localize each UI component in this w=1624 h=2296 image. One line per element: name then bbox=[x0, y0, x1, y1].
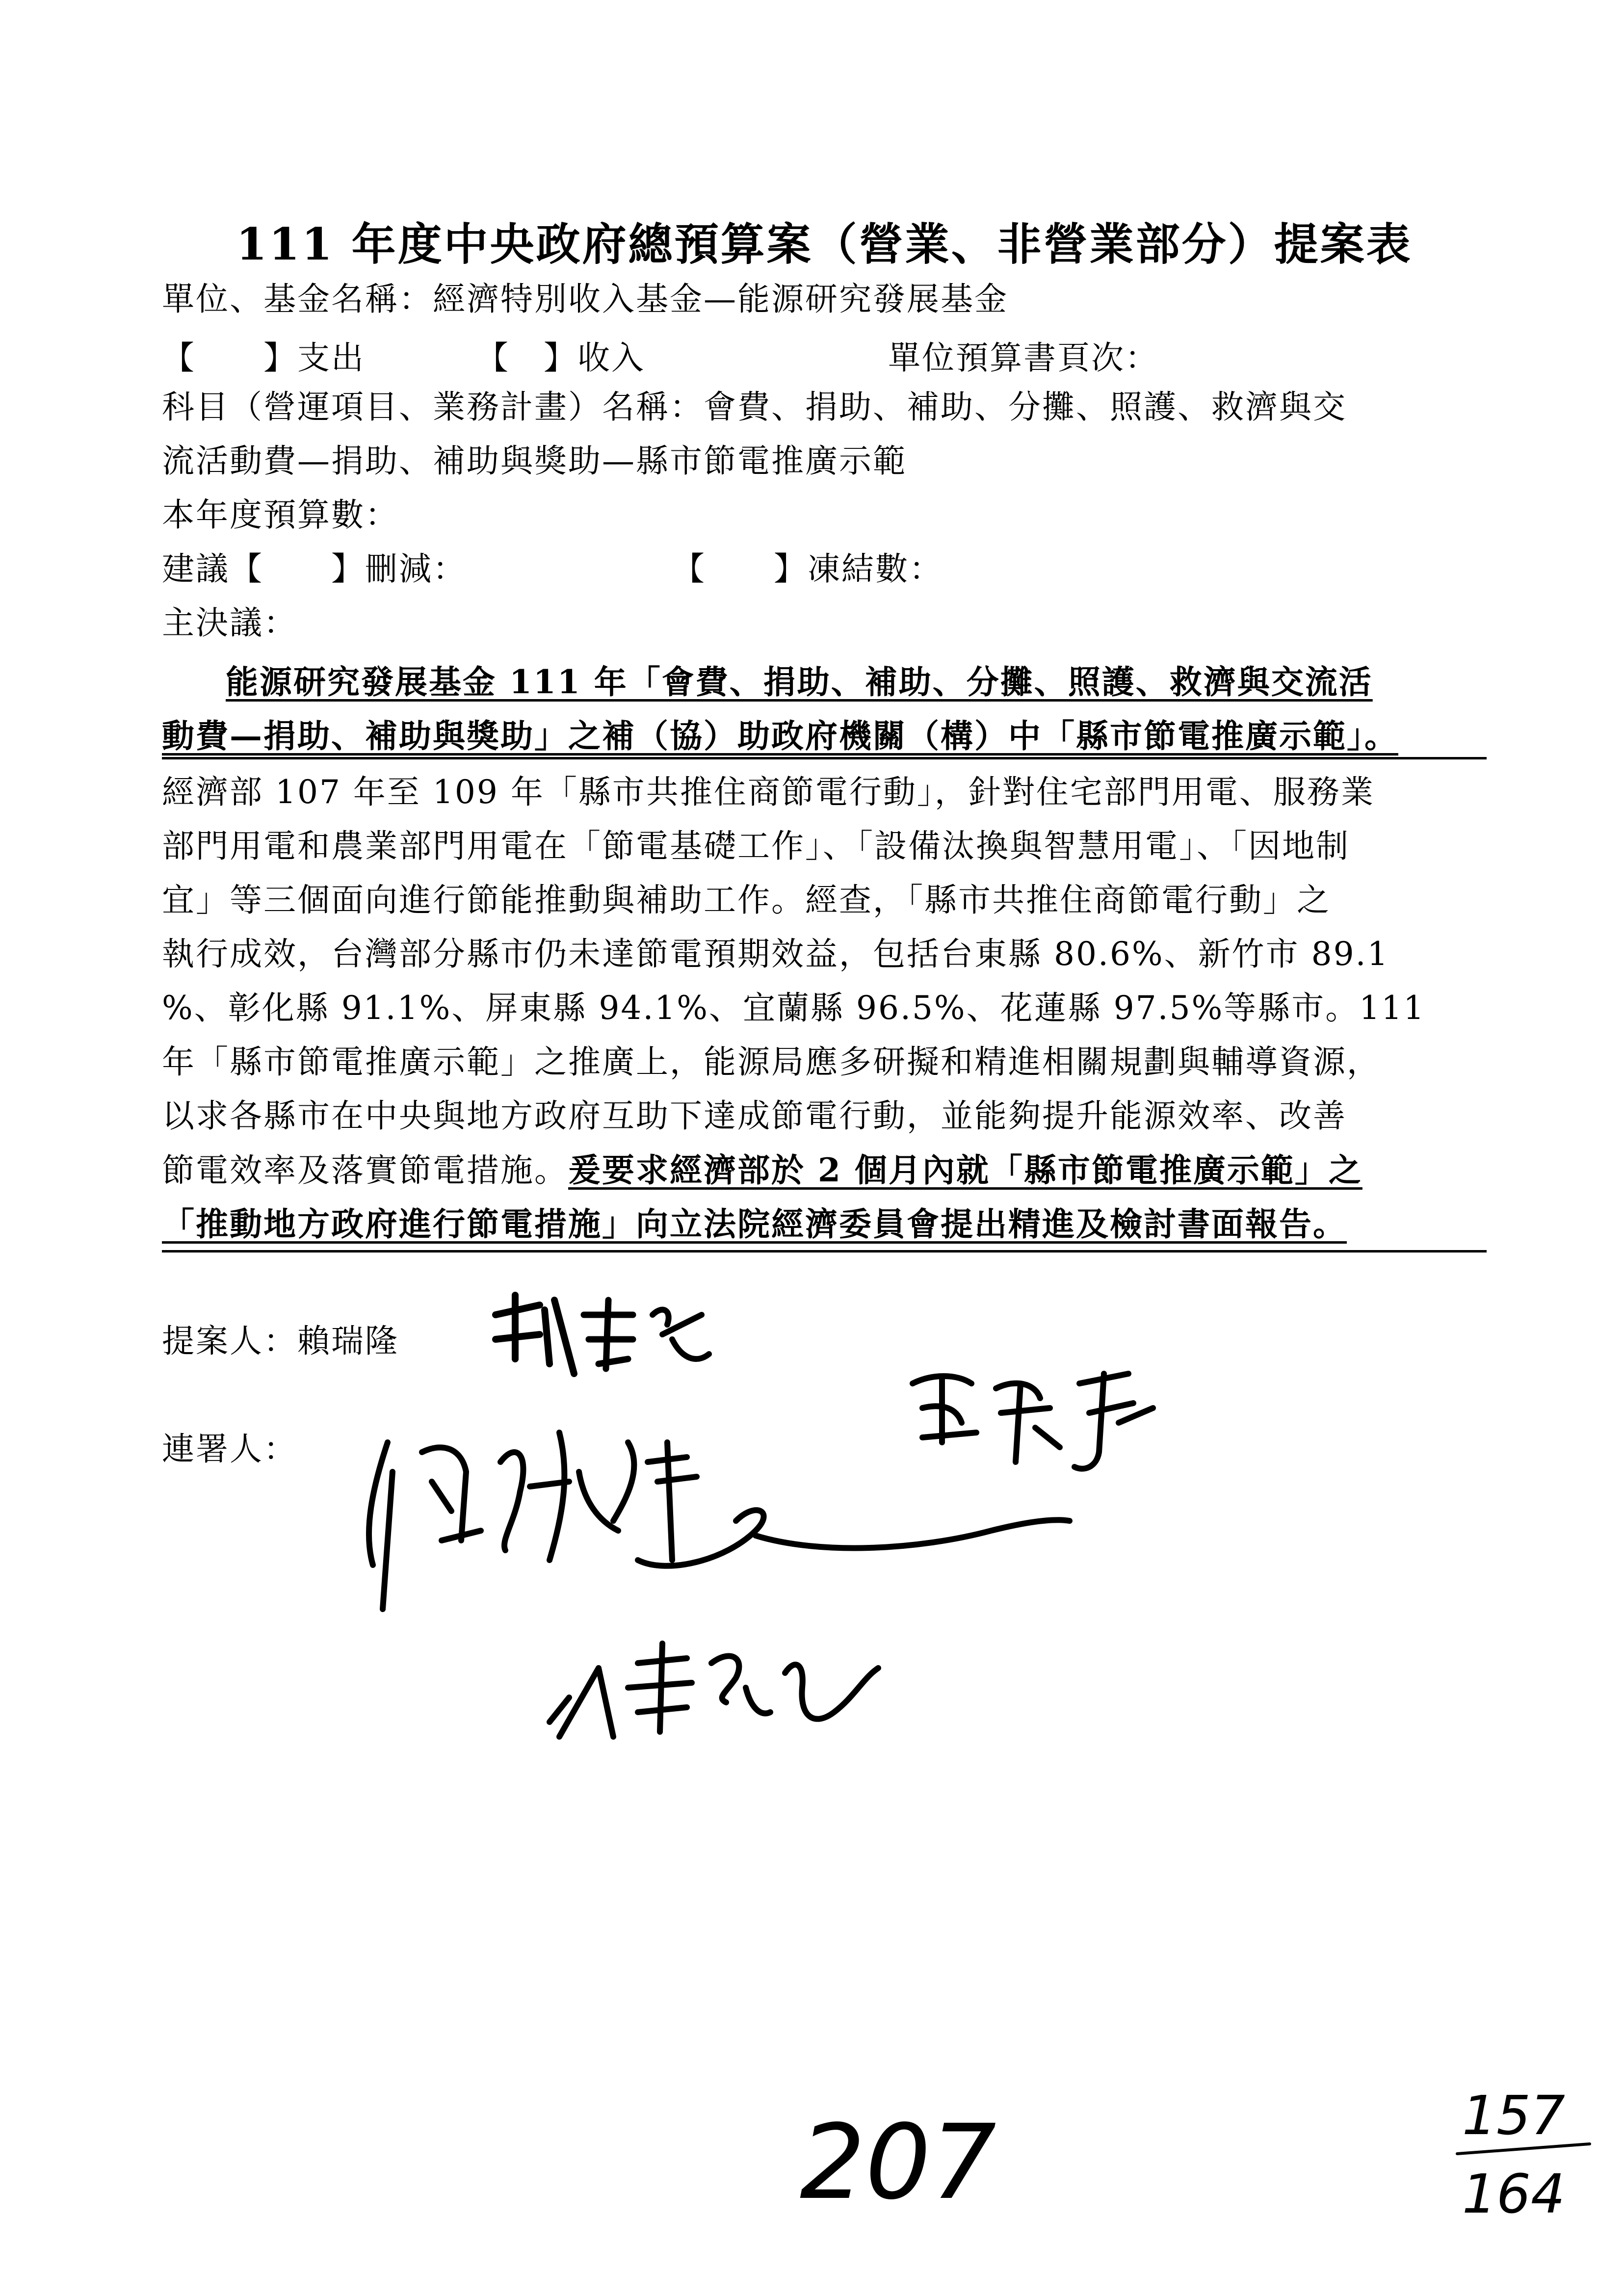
body-line-7: 以求各縣市在中央與地方政府互助下達成節電行動，並能夠提升能源效率、改善 bbox=[162, 1097, 1347, 1135]
form-title: 111 年度中央政府總預算案（營業、非營業部分）提案表 bbox=[236, 218, 1413, 270]
svg-text:207: 207 bbox=[800, 2102, 996, 2222]
resolution-label: 主決議： bbox=[162, 604, 297, 642]
subject-value-line2: 流活動費—捐助、補助與獎助—縣市節電推廣示範 bbox=[162, 442, 907, 480]
body-double-underline bbox=[162, 1250, 1487, 1252]
svg-text:164: 164 bbox=[1462, 2163, 1565, 2225]
body-line-8: 節電效率及落實節電措施。爰要求經濟部於 2 個月內就「縣市節電推廣示範」之 bbox=[162, 1151, 1362, 1189]
resolution-heading-line1: 能源研究發展基金 111 年「會費、捐助、補助、分攤、照護、救濟與交流活 bbox=[226, 663, 1373, 701]
suggest-freeze-row bbox=[162, 545, 1487, 594]
body-line-6: 年「縣市節電推廣示範」之推廣上，能源局應多研擬和精進相關規劃與輔導資源， bbox=[162, 1043, 1381, 1081]
expense-bracket: 【 】支出 bbox=[162, 339, 365, 377]
cosigner-signature-2 bbox=[903, 1354, 1168, 1482]
proposer-signature bbox=[486, 1285, 711, 1383]
proposer-label: 提案人： bbox=[162, 1322, 297, 1360]
resolution-heading-line2: 動費—捐助、補助與獎助」之補（協）助政府機關（構）中「縣市節電推廣示範」。 bbox=[162, 717, 1398, 755]
body-line-9: 「推動地方政府進行節電措施」向立法院經濟委員會提出精進及檢討書面報告。 bbox=[162, 1205, 1347, 1243]
subject-row bbox=[162, 383, 1347, 432]
freeze-label: 【 】凍結數： bbox=[672, 550, 943, 588]
subject-label: 科目（營運項目、業務計畫）名稱： bbox=[162, 388, 704, 426]
subject-value-line1: 會費、捐助、補助、分攤、照護、救濟與交 bbox=[704, 388, 1347, 426]
page-label: 單位預算書頁次： bbox=[888, 339, 1159, 377]
unit-value: 經濟特別收入基金—能源研究發展基金 bbox=[433, 280, 1008, 318]
body-line-1: 經濟部 107 年至 109 年「縣市共推住商節電行動」，針對住宅部門用電、服務業 bbox=[162, 773, 1375, 811]
request-bold-text: 爰要求經濟部於 2 個月內就「縣市節電推廣示範」之 bbox=[568, 1151, 1362, 1189]
svg-text:157: 157 bbox=[1462, 2084, 1565, 2147]
cosigner-signature-3 bbox=[540, 1614, 883, 1742]
unit-row bbox=[162, 275, 1008, 324]
body-line-5: %、彰化縣 91.1%、屏東縣 94.1%、宜蘭縣 96.5%、花蓮縣 97.5%等縣市。111 bbox=[162, 989, 1426, 1027]
corner-page-numbers bbox=[1452, 2080, 1599, 2237]
body-line-3: 宜」等三個面向進行節能推動與補助工作。經查，「縣市共推住商節電行動」之 bbox=[162, 881, 1331, 919]
proposer-name: 賴瑞隆 bbox=[297, 1322, 399, 1360]
unit-label: 單位、基金名稱： bbox=[162, 280, 433, 318]
handwritten-page-number bbox=[795, 2102, 1011, 2222]
body-line-2: 部門用電和農業部門用電在「節電基礎工作」、「設備汰換與智慧用電」、「因地制 bbox=[162, 827, 1350, 865]
budget-label: 本年度預算數： bbox=[162, 496, 399, 534]
cosigner-label: 連署人： bbox=[162, 1430, 297, 1468]
body-line-4: 執行成效，台灣部分縣市仍未達節電預期效益，包括台東縣 80.6%、新竹市 89.1 bbox=[162, 935, 1389, 973]
heading-double-underline bbox=[162, 757, 1487, 759]
proposer-row bbox=[162, 1315, 399, 1361]
suggest-label: 建議【 】刪減： bbox=[162, 550, 467, 588]
income-bracket: 【 】收入 bbox=[476, 339, 645, 377]
expense-income-row bbox=[162, 334, 1487, 383]
